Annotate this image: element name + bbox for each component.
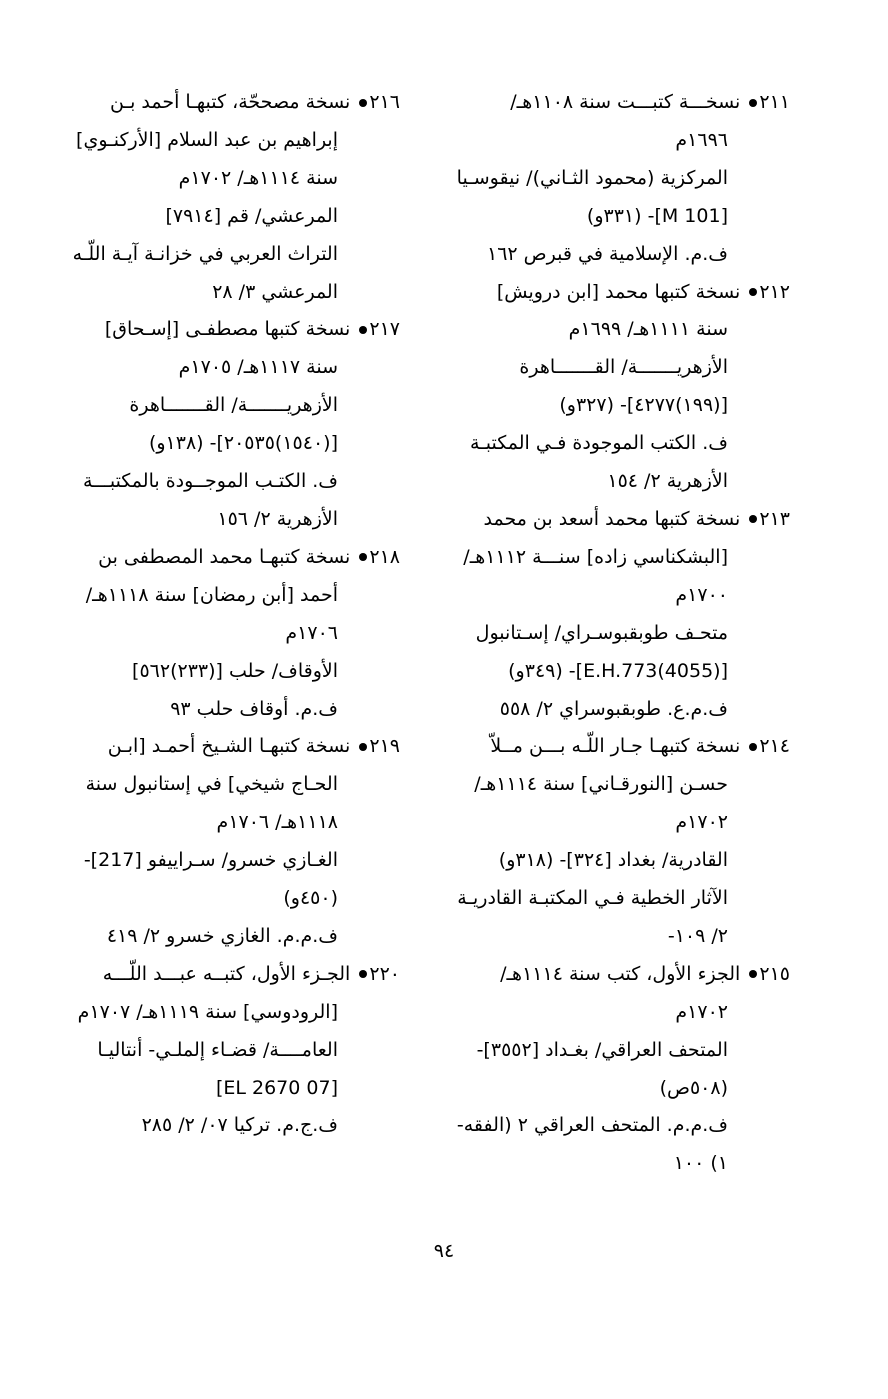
bullet-icon [359,326,367,334]
entry-number: ٢١٧ [369,318,400,341]
bullet-icon [359,970,367,978]
entry-text: الجزء الأول، كتب سنة ١١١٤هـ/ [500,962,741,985]
bullet-icon [749,288,757,296]
entry-number: ٢١١ [759,91,790,113]
entry-line: (٥٠٨ص) [659,1076,728,1099]
entry-line: سنة ١١١٤هـ/ ١٧٠٢م [178,166,338,189]
entry-line: [الرودوسي] سنة ١١١٩هـ/ ١٧٠٧م [77,1000,338,1023]
entry-number: ٢١٨ [369,545,400,568]
entry-line: القادرية/ بغداد [٣٢٤]- (٣١٨و) [498,849,728,872]
bullet-icon [749,515,757,523]
entry-text: نسخـــة كتبـــت سنة ١١٠٨هـ/ [510,91,741,113]
entry-line: [(١٥٤٠)٢٠٥٣٥]- (١٣٨و) [148,432,338,455]
entry-number: ٢١٥ [759,962,790,985]
entry-line: الأزهرية ٢/ ١٥٦ [217,507,338,530]
entry-first-line [65,956,400,994]
catalog-entry [445,274,790,501]
entry-text: نسخة كتبها محمد أسعد بن محمد [483,507,741,530]
entry-number: ٢٢٠ [369,962,400,985]
catalog-entry [445,728,790,955]
entry-line: ف.م.م. المتحف العراقي ٢ (الفقه- [456,1114,728,1137]
entry-line: أحمد [أبن رمضان] سنة ١١١٨هـ/ [85,583,338,606]
entry-line: ف. الكتب الموجودة فـي المكتبـة [470,432,728,455]
entry-first-line [445,84,790,122]
entry-line: الآثار الخطية فـي المكتبـة القادريـة [457,887,728,910]
entry-number: ٢١٤ [759,735,790,758]
entry-line: المرعشي/ قم [٧٩١٤] [165,204,338,227]
entry-line: الأوقاف/ حلب [(٢٣٣)٥٦٢] [132,659,338,682]
entry-line: ١٧٠٠م [675,583,728,606]
entry-line: إبراهيم بن عبد السلام [الأركنـوي] [76,128,338,151]
entry-line: ف. الكتـب الموجــودة بالمكتبـــة [82,470,338,493]
entry-line: ف.م.م. الغازي خسرو ٢/ ٤١٩ [106,924,338,947]
entry-line: حسـن [النورقـاني] سنة ١١١٤هـ/ [474,773,728,796]
catalog-entry [65,956,400,1146]
bullet-icon [749,99,757,107]
entry-line: [البشكناسي زاده] سنـــة ١١١٢هـ/ [463,545,728,568]
entry-first-line [65,84,400,122]
catalog-entry [65,311,400,538]
bullet-icon [359,99,367,107]
entry-first-line [445,956,790,994]
entry-text: نسخة كتبهـا الشـيخ أحمـد [ابـن [107,735,351,758]
entry-line: متحـف طوبقبوسـراي/ إسـتانبول [475,621,728,644]
catalog-entry [445,84,790,274]
bullet-icon [359,743,367,751]
entry-text: نسخة كتبهـا جـار اللّـه بـــن مــلاّ [490,735,741,758]
entry-line: ١) ١٠٠ [673,1152,728,1175]
entry-text: نسخة كتبها محمد [ابن درويش] [496,280,741,303]
entry-line: (٤٥٠و) [283,887,338,910]
entry-line: ٢/ ١٠٩- [667,924,728,947]
entry-line: سنة ١١١٧هـ/ ١٧٠٥م [178,356,338,379]
entry-text: نسخة كتبها مصطفـى [إسـحاق] [104,318,351,341]
entry-line: [(١٩٩)٤٢٧٧]- (٣٢٧و) [559,394,728,417]
entry-first-line [445,728,790,766]
entry-line: الأزهرية ٢/ ١٥٤ [607,470,728,493]
entry-line: ١١١٨هـ/ ١٧٠٦م [216,811,338,834]
entry-first-line [445,274,790,312]
left-column [65,84,400,1145]
entry-line: المتحف العراقي/ بغـداد [٣٥٥٢]- [476,1038,728,1061]
page-number: ٩٤ [433,1240,455,1262]
entry-line: الغـازي خسرو/ سـراييفو [217]- [83,849,338,872]
entry-line: ١٦٩٦م [675,128,728,151]
entry-line: [M 101]- (٣٣١و) [586,204,728,227]
bullet-icon [359,553,367,561]
entry-text: نسخة كتبهـا محمد المصطفى بن [98,545,351,568]
entry-line: المرعشي ٣/ ٢٨ [212,280,338,303]
entry-first-line [445,501,790,539]
entry-first-line [65,311,400,349]
entry-first-line [65,539,400,577]
entry-text: الجـزء الأول، كتبــه عبـــد اللّـــه [102,962,351,985]
entry-line: ف.م. الإسلامية في قبرص ١٦٢ [487,242,728,265]
catalog-entry [65,84,400,311]
entry-line: سنة ١١١١هـ/ ١٦٩٩م [568,318,728,341]
right-column [445,84,790,1183]
entry-number: ٢١٣ [759,507,790,530]
entry-line: [E.H.773(4055)]- (٣٤٩و) [508,659,728,682]
entry-line: العامــــة/ قضـاء إلملـي- أنتاليـا [97,1038,338,1061]
entry-line: التراث العربي في خزانـة آيـة اللّـه [72,242,338,265]
entry-number: ٢١٦ [369,91,400,113]
entry-number: ٢١٩ [369,735,400,758]
catalog-entry [445,956,790,1183]
entry-line: المركزية (محمود الثـاني)/ نيقوسـيا [456,166,728,189]
entry-line: الأزهريـــــــة/ القـــــــاهرة [519,356,728,379]
entry-line: [07 EL 2670] [215,1076,338,1099]
bullet-icon [749,970,757,978]
entry-line: ١٧٠٢م [675,1000,728,1023]
entry-line: الحـاج شيخي] في إستانبول سنة [85,773,338,796]
entry-line: ف.م.ع. طوبقبوسراي ٢/ ٥٥٨ [499,697,728,720]
catalog-entry [65,728,400,955]
entry-number: ٢١٢ [759,280,790,303]
entry-text: نسخة مصححّة، كتبهـا أحمد بـن [110,91,351,113]
entry-line: الأزهريـــــــة/ القـــــــاهرة [129,394,338,417]
catalog-entry [445,501,790,728]
entry-first-line [65,728,400,766]
bullet-icon [749,743,757,751]
catalog-entry [65,539,400,729]
entry-line: ١٧٠٦م [285,621,338,644]
entry-line: ف.م. أوقاف حلب ٩٣ [170,697,338,720]
entry-line: ف.ج.م. تركيا ٠٧/ ٢/ ٢٨٥ [141,1114,338,1137]
entry-line: ١٧٠٢م [675,811,728,834]
